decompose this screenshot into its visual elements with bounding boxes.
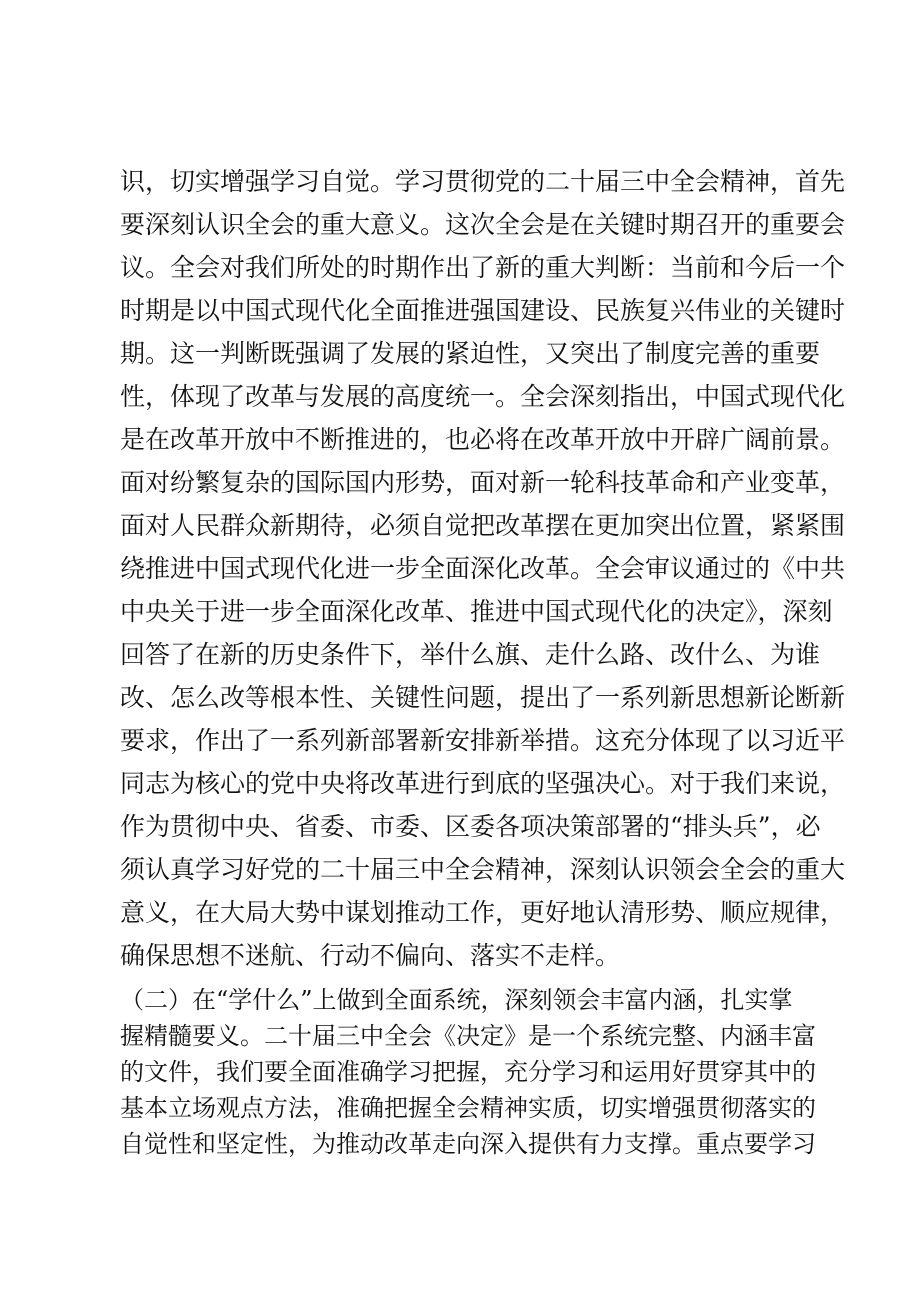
text-line: 面对人民群众新期待，必须自觉把改革摆在更加突出位置，紧紧围 — [120, 511, 846, 540]
text-line: 期。这一判断既强调了发展的紧迫性，又突出了制度完善的重要 — [120, 339, 821, 368]
text-line: 意义，在大局大势中谋划推动工作，更好地认清形势、顺应规律， — [120, 898, 846, 927]
text-line: 自觉性和坚定性，为推动改革走向深入提供有力支撑。重点要学习 — [120, 1130, 816, 1158]
text-line: 议。全会对我们所处的时期作出了新的重大判断：当前和今后一个 — [120, 253, 846, 282]
text-line: 回答了在新的历史条件下，举什么旗、走什么路、改什么、为谁 — [120, 640, 821, 669]
text-line: 要求，作出了一系列新部署新安排新举措。这充分体现了以习近平 — [120, 726, 846, 755]
text-line: 面对纷繁复杂的国际国内形势，面对新一轮科技革命和产业变革， — [120, 468, 846, 497]
text-line: 改、怎么改等根本性、关键性问题，提出了一系列新思想新论断新 — [120, 683, 846, 712]
text-line: 作为贯彻中央、省委、市委、区委各项决策部署的“排头兵”，必 — [120, 812, 821, 841]
text-line: 中央关于进一步全面深化改革、推进中国式现代化的决定》，深刻 — [120, 597, 833, 626]
text-line: 是在改革开放中不断推进的，也必将在改革开放中开辟广阔前景。 — [120, 425, 846, 454]
text-line: 基本立场观点方法，准确把握全会精神实质，切实增强贯彻落实的 — [120, 1094, 816, 1122]
text-line: 性，体现了改革与发展的高度统一。全会深刻指出，中国式现代化 — [120, 382, 846, 411]
text-line: 确保思想不迷航、行动不偏向、落实不走样。 — [120, 941, 621, 970]
text-line: 同志为核心的党中央将改革进行到底的坚强决心。对于我们来说， — [120, 769, 846, 798]
text-line: 时期是以中国式现代化全面推进强国建设、民族复兴伟业的关键时 — [120, 296, 846, 325]
text-line: 要深刻认识全会的重大意义。这次全会是在关键时期召开的重要会 — [120, 210, 846, 239]
text-line: （二）在“学什么”上做到全面系统，深刻领会丰富内涵，扎实掌 — [120, 986, 793, 1014]
text-line: 绕推进中国式现代化进一步全面深化改革。全会审议通过的《中共 — [120, 554, 846, 583]
text-line: 识，切实增强学习自觉。学习贯彻党的二十届三中全会精神，首先 — [120, 167, 846, 196]
text-line: 握精髓要义。二十届三中全会《决定》是一个系统完整、内涵丰富 — [120, 1022, 816, 1050]
text-line: 须认真学习好党的二十届三中全会精神，深刻认识领会全会的重大 — [120, 855, 846, 884]
text-line: 的文件，我们要全面准确学习把握，充分学习和运用好贯穿其中的 — [120, 1058, 816, 1086]
